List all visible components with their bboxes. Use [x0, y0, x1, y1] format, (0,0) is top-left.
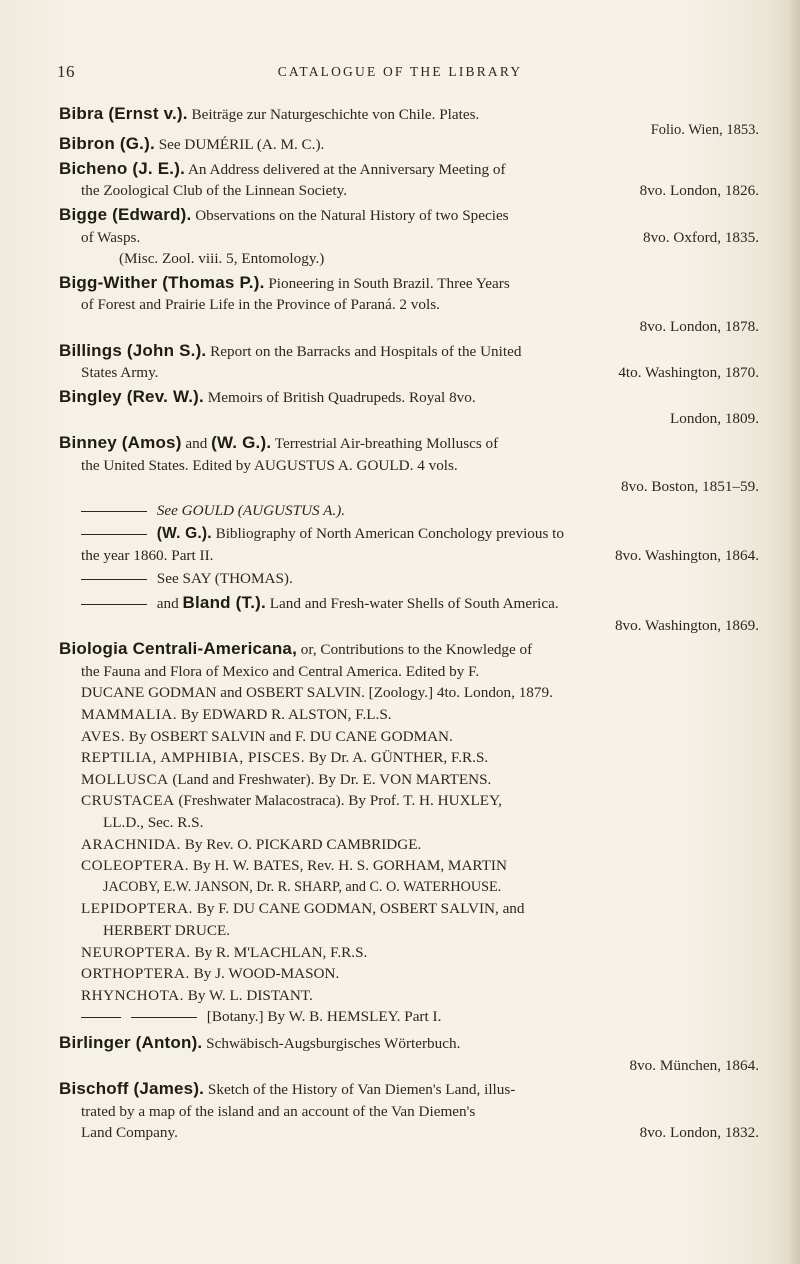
entry-imprint: Folio. Wien, 1853. [650, 121, 759, 138]
botany-part: [Botany.] By W. B. HEMSLEY. Part I. [206, 1008, 442, 1026]
part-group: RHYNCHOTA. [81, 986, 184, 1004]
entry-joiner: and [156, 595, 179, 613]
part-authors: By Dr. A. GÜNTHER, F.R.S. [308, 749, 489, 767]
part-group: ORTHOPTERA. [81, 965, 190, 983]
entry-author: Biologia Centrali-Americana, [59, 639, 297, 659]
part-authors: (Freshwater Malacostraca). By Prof. T. H. HUXLEY, [178, 792, 502, 810]
biologia-parts [59, 704, 759, 1006]
catalogue-entry [59, 432, 759, 498]
part-authors-cont: LL.D., Sec. R.S. [103, 814, 204, 831]
part-group: ARACHNIDA. [81, 835, 181, 853]
part-authors: By R. M'LACHLAN, F.R.S. [194, 943, 368, 961]
entry-title: Report on the Barracks and Hospitals of the United [210, 342, 522, 360]
entry-title-cont: the United States. Edited by AUGUSTUS A. GOULD. 4 vols. [81, 456, 458, 474]
entry-title: Pioneering in South Brazil. Three Years [268, 274, 510, 292]
part-group: MAMMALIA. [81, 706, 178, 724]
entry-title: Land and Fresh-water Shells of South America. [269, 595, 559, 613]
entry-title: or, Contributions to the Knowledge of [300, 641, 533, 659]
entry-author: Bischoff (James). [59, 1079, 205, 1099]
entry-title: An Address delivered at the Anniversary Meeting of [187, 160, 506, 178]
part-group: CRUSTACEA [81, 792, 175, 810]
ditto-rule [81, 579, 147, 580]
entry-author: Bingley (Rev. W.). [59, 386, 204, 406]
catalogue-entry [59, 204, 759, 270]
entry-title: Bibliography of North American Conchology previous to [215, 525, 564, 543]
catalogue-entry [59, 340, 759, 384]
entry-author: Bigge (Edward). [59, 204, 192, 224]
catalogue-entry [59, 386, 759, 430]
catalogue-entries [59, 103, 759, 1146]
ditto-rule [81, 1017, 121, 1018]
entry-imprint: 8vo. Oxford, 1835. [642, 228, 759, 246]
entry-title: Memoirs of British Quadrupeds. Royal 8vo. [207, 388, 476, 406]
catalogue-entry [59, 638, 759, 1028]
page-edge [786, 0, 800, 1264]
entry-coauthor: (W. G.). [156, 525, 212, 543]
part-authors-cont: HERBERT DRUCE. [103, 921, 231, 939]
entry-title: Observations on the Natural History of two Species [195, 206, 509, 224]
catalogue-subentry [59, 592, 759, 636]
entry-title-cont: the year 1860. Part II. [81, 546, 214, 564]
part-authors: By J. WOOD-MASON. [193, 965, 340, 983]
catalogue-entry [59, 158, 759, 202]
page-number: 16 [57, 62, 75, 81]
part-group: REPTILIA, AMPHIBIA, PISCES. [81, 749, 306, 767]
entry-title: Terrestrial Air-breathing Molluscs of [274, 434, 499, 452]
entry-title-cont: of Wasps. [81, 228, 141, 246]
entry-imprint: 8vo. München, 1864. [629, 1056, 759, 1074]
entry-coauthor: (W. G.). [211, 432, 272, 452]
entry-imprint: 4to. Washington, 1870. [618, 364, 759, 382]
catalogue-subentry [59, 523, 759, 566]
entry-author: Bibron (G.). [59, 134, 155, 154]
entry-cross-reference: See SAY (THOMAS). [156, 570, 293, 588]
part-group: COLEOPTERA. [81, 857, 190, 875]
ditto-rule [131, 1017, 197, 1018]
entry-title-cont: the Fauna and Flora of Mexico and Central America. Edited by F. [81, 662, 480, 680]
ditto-rule [81, 511, 147, 512]
running-title: CATALOGUE OF THE LIBRARY [277, 64, 523, 79]
entry-title-cont: DUCANE GODMAN and OSBERT SALVIN. [Zoology.] 4to. London, 1879. [81, 684, 553, 702]
part-group: NEUROPTERA. [81, 943, 191, 961]
part-authors: By OSBERT SALVIN and F. DU CANE GODMAN. [128, 727, 453, 745]
entry-author: Billings (John S.). [59, 340, 207, 360]
entry-imprint: 8vo. London, 1826. [639, 182, 759, 200]
part-group: MOLLUSCA [81, 770, 169, 788]
entry-imprint: 8vo. London, 1832. [639, 1124, 759, 1142]
part-group: LEPIDOPTERA. [81, 900, 193, 918]
part-authors: By Rev. O. PICKARD CAMBRIDGE. [184, 835, 422, 853]
entry-imprint: 8vo. London, 1878. [639, 317, 759, 335]
entry-imprint: 8vo. Washington, 1869. [614, 616, 759, 634]
entry-title-cont: States Army. [81, 364, 159, 382]
entry-title: Sketch of the History of Van Diemen's Land, illus- [207, 1081, 516, 1099]
entry-title-cont: of Forest and Prairie Life in the Province of Paraná. 2 vols. [81, 296, 440, 314]
catalogue-subentry [59, 568, 759, 590]
entry-cross-reference: See GOULD (AUGUSTUS A.). [156, 501, 346, 519]
entry-title-cont: Land Company. [81, 1124, 178, 1142]
entry-imprint: London, 1809. [669, 410, 759, 428]
entry-coauthor: Bland (T.). [182, 593, 266, 613]
entry-title-cont: the Zoological Club of the Linnean Society. [81, 182, 347, 200]
entry-title: Beiträge zur Naturgeschichte von Chile. Plates. [191, 106, 480, 123]
entry-author: Bigg-Wither (Thomas P.). [59, 272, 265, 292]
part-authors: By EDWARD R. ALSTON, F.L.S. [180, 706, 392, 724]
part-authors-cont: JACOBY, E.W. JANSON, Dr. R. SHARP, and C. O. WATERHOUSE. [103, 878, 502, 895]
entry-title-cont: trated by a map of the island and an account of the Van Diemen's [81, 1102, 476, 1120]
ditto-rule [81, 534, 147, 535]
part-authors: By F. DU CANE GODMAN, OSBERT SALVIN, and [196, 900, 525, 918]
entry-imprint: 8vo. Washington, 1864. [614, 546, 759, 564]
ditto-rule [81, 604, 147, 605]
part-authors: By H. W. BATES, Rev. H. S. GORHAM, MARTIN [192, 857, 507, 875]
catalogue-entry [59, 1032, 759, 1076]
part-authors: (Land and Freshwater). By Dr. E. VON MARTENS. [172, 770, 492, 788]
part-authors: By W. L. DISTANT. [187, 986, 313, 1004]
catalogue-entry [59, 272, 759, 338]
catalogue-entry [59, 1078, 759, 1144]
entry-joiner: and [185, 434, 208, 452]
entry-title: Schwäbisch-Augsburgisches Wörterbuch. [206, 1034, 461, 1052]
catalogue-subentry [59, 500, 759, 522]
entry-cross-reference: See DUMÉRIL (A. M. C.). [158, 136, 325, 154]
entry-author: Bicheno (J. E.). [59, 158, 185, 178]
part-group: AVES. [81, 727, 125, 745]
entry-author: Birlinger (Anton). [59, 1032, 203, 1052]
entry-imprint: 8vo. Boston, 1851–59. [621, 478, 759, 496]
page-header [0, 62, 800, 82]
entry-author: Binney (Amos) [59, 432, 182, 452]
entry-note: (Misc. Zool. viii. 5, Entomology.) [119, 250, 325, 268]
entry-author: Bibra (Ernst v.). [59, 104, 188, 123]
